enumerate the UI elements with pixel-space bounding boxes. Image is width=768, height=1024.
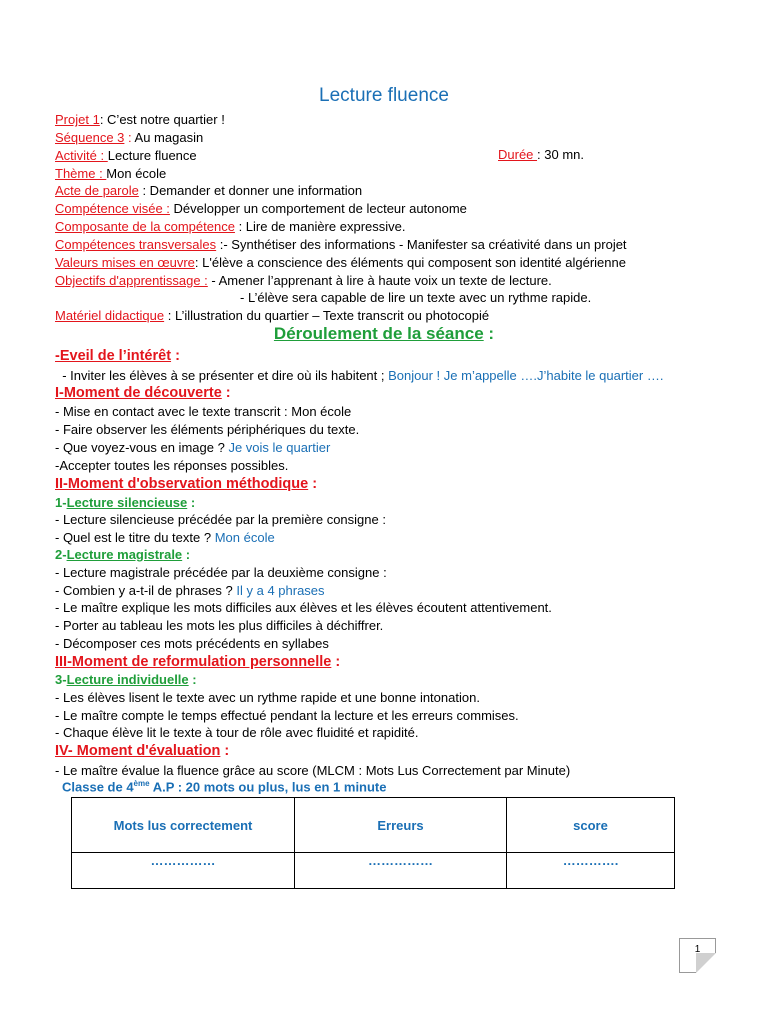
- deroulement-colon: :: [483, 324, 495, 343]
- score-table-row: [72, 853, 675, 889]
- evaluation-l1: - Le maître évalue la fluence grâce au score (MLCM : Mots Lus Correctement par Minute): [55, 763, 571, 778]
- observation-colon: :: [308, 476, 318, 492]
- score-header-erreurs: Erreurs: [295, 798, 507, 853]
- duree-label: Durée: [498, 147, 538, 162]
- sub1-title: Lecture silencieuse: [66, 495, 188, 510]
- classe-sup: ème: [133, 779, 150, 788]
- score-header-mots: Mots lus correctement: [72, 798, 295, 853]
- classe-line: [62, 779, 387, 794]
- decouverte-l3: [55, 439, 330, 456]
- score-cell-score[interactable]: ………….: [507, 853, 675, 889]
- sub1-l2-text: - Quel est le titre du texte ?: [55, 530, 212, 545]
- evaluation-colon: :: [220, 743, 230, 759]
- valeurs-label: Valeurs mises en œuvre: [55, 255, 195, 270]
- score-header-score: score: [507, 798, 675, 853]
- objectifs-value-2: - L’élève sera capable de lire un texte avec un rythme rapide.: [240, 290, 592, 305]
- decouverte-l3-text: - Que voyez-vous en image ?: [55, 440, 225, 455]
- deroulement-title: Déroulement de la séance: [273, 324, 484, 343]
- evaluation-heading: [55, 742, 229, 760]
- valeurs-value: : L'élève a conscience des éléments qui composent son identité algérienne: [194, 255, 626, 270]
- composante-line: [55, 218, 405, 235]
- sub2-l2: [55, 582, 325, 599]
- score-table: [71, 797, 675, 889]
- sub3-heading: [55, 671, 197, 688]
- theme-label: Thème :: [55, 166, 107, 181]
- theme-value: Mon école: [106, 166, 167, 181]
- score-cell-erreurs[interactable]: ……………: [295, 853, 507, 889]
- sub2-l1: - Lecture magistrale précédée par la deuxième consigne :: [55, 565, 387, 580]
- sub1-colon: :: [187, 495, 196, 510]
- reformulation-l3: - Chaque élève lit le texte à tour de rôle avec fluidité et rapidité.: [55, 725, 419, 740]
- sub1-l2: [55, 529, 275, 546]
- sub1-heading: [55, 494, 195, 511]
- sub2-l2-text: - Combien y a-t-il de phrases ?: [55, 583, 233, 598]
- sub1-l1: - Lecture silencieuse précédée par la première consigne :: [55, 512, 386, 527]
- materiel-line: [55, 307, 489, 324]
- materiel-value: : L’illustration du quartier – Texte transcrit ou photocopié: [164, 308, 490, 323]
- objectifs-label: Objectifs d'apprentissage :: [55, 273, 208, 288]
- sub3-title: Lecture individuelle: [66, 672, 189, 687]
- materiel-label: Matériel didactique: [55, 308, 165, 323]
- sub2-l5: - Décomposer ces mots précédents en syllabes: [55, 636, 329, 651]
- sub2-l3: - Le maître explique les mots difficiles aux élèves et les élèves écoutent attentivement.: [55, 600, 552, 615]
- decouverte-l3-answer: Je vois le quartier: [228, 440, 331, 455]
- competence-value: Développer un comportement de lecteur autonome: [169, 201, 467, 216]
- transversales-label: Compétences transversales: [55, 237, 217, 252]
- sub1-l2-answer: Mon école: [214, 530, 275, 545]
- decouverte-l1: - Mise en contact avec le texte transcrit : Mon école: [55, 404, 352, 419]
- decouverte-title: I-Moment de découverte: [55, 385, 222, 401]
- sub2-l2-answer: Il y a 4 phrases: [236, 583, 325, 598]
- page-fold-corner: [696, 953, 716, 973]
- eveil-colon: :: [171, 348, 180, 364]
- projet-value: : C’est notre quartier !: [99, 112, 225, 127]
- duree-field: [498, 147, 584, 162]
- acte-line: [55, 182, 362, 199]
- competence-label: Compétence visée :: [55, 201, 170, 216]
- eveil-answer: Bonjour ! Je m’appelle ….J’habite le quartier ….: [388, 368, 664, 383]
- score-cell-mots[interactable]: ……………: [72, 853, 295, 889]
- projet-label: Projet 1: [55, 112, 100, 127]
- decouverte-l4: -Accepter toutes les réponses possibles.: [55, 458, 289, 473]
- sub2-heading: [55, 546, 190, 563]
- page-number: 1: [694, 944, 701, 955]
- acte-label: Acte de parole: [55, 183, 139, 198]
- evaluation-title: IV- Moment d'évaluation: [55, 743, 221, 759]
- decouverte-heading: [55, 384, 231, 402]
- sub2-colon: :: [182, 547, 191, 562]
- sequence-label: Séquence 3: [55, 130, 125, 145]
- reformulation-colon: :: [331, 654, 341, 670]
- score-table-header-row: [72, 798, 675, 853]
- composante-label: Composante de la compétence: [55, 219, 235, 234]
- eveil-title: -Eveil de l’intérêt: [55, 348, 172, 364]
- sub1-num: 1-: [55, 495, 67, 510]
- eveil-heading: [55, 347, 180, 365]
- composante-value: : Lire de manière expressive.: [234, 219, 406, 234]
- observation-heading: [55, 475, 317, 493]
- activite-label: Activité :: [55, 148, 108, 163]
- competence-line: [55, 200, 467, 217]
- reformulation-l1: - Les élèves lisent le texte avec un rythme rapide et une bonne intonation.: [55, 690, 480, 705]
- reformulation-title: III-Moment de reformulation personnelle: [55, 654, 332, 670]
- eveil-line: [55, 367, 663, 384]
- sequence-line: [55, 129, 203, 146]
- sub2-l4: - Porter au tableau les mots les plus difficiles à déchiffrer.: [55, 618, 384, 633]
- valeurs-line: [55, 254, 626, 271]
- sub3-colon: :: [188, 672, 197, 687]
- deroulement-heading: [0, 324, 768, 344]
- activite-line: [55, 147, 197, 164]
- objectifs-line: [55, 272, 552, 289]
- page-number-box: [679, 938, 716, 973]
- projet-line: [55, 111, 225, 128]
- sub2-num: 2-: [55, 547, 67, 562]
- sequence-colon: :: [124, 130, 132, 145]
- decouverte-l2: - Faire observer les éléments périphériques du texte.: [55, 422, 360, 437]
- objectifs-line-2: [240, 289, 591, 306]
- duree-value: : 30 mn.: [537, 147, 584, 162]
- reformulation-l2: - Le maître compte le temps effectué pendant la lecture et les erreurs commises.: [55, 708, 519, 723]
- eveil-text: - Inviter les élèves à se présenter et dire où ils habitent ;: [55, 368, 385, 383]
- sub3-num: 3-: [55, 672, 67, 687]
- objectifs-value-1: - Amener l’apprenant à lire à haute voix un texte de lecture.: [207, 273, 552, 288]
- observation-title: II-Moment d'observation méthodique: [55, 476, 309, 492]
- classe-post: A.P : 20 mots ou plus, lus en 1 minute: [149, 779, 387, 795]
- acte-value: : Demander et donner une information: [138, 183, 363, 198]
- transversales-line: [55, 236, 627, 253]
- transversales-value: :- Synthétiser des informations - Manifester sa créativité dans un projet: [216, 237, 627, 252]
- sub2-title: Lecture magistrale: [66, 547, 183, 562]
- classe-pre: Classe de 4: [62, 779, 134, 795]
- theme-line: [55, 165, 166, 182]
- sequence-value: Au magasin: [131, 130, 204, 145]
- activite-value: Lecture fluence: [107, 148, 197, 163]
- page-title: Lecture fluence: [319, 85, 449, 106]
- decouverte-colon: :: [221, 385, 231, 401]
- reformulation-heading: [55, 653, 340, 671]
